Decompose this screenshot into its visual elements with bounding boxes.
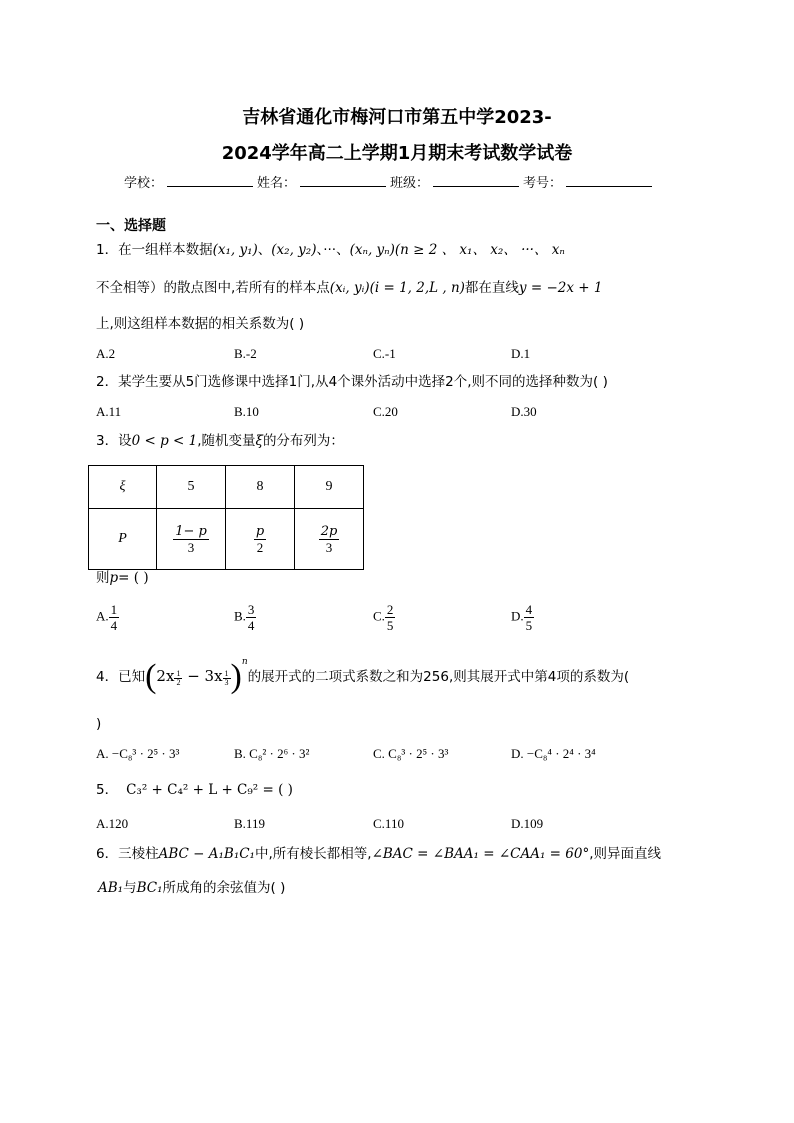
- q5-option-d[interactable]: D.109: [511, 816, 544, 831]
- left-paren: (: [145, 658, 157, 695]
- exam-number-label: 考号：: [523, 176, 563, 191]
- question-6-number: 6．: [96, 846, 119, 862]
- q4-option-b[interactable]: B. C₈² · 2⁶ · 3²: [234, 746, 310, 761]
- name-label: 姓名：: [257, 176, 297, 191]
- question-5-text: 5． C₃² + C₄² + L + C₉² = ( ): [96, 782, 293, 798]
- q2-option-c[interactable]: C.20: [373, 404, 398, 419]
- fraction: $\frac{1}{4}$: [110, 602, 118, 633]
- question-2-text: 2．某学生要从5门选修课中选择1门,从4个课外活动中选择2个,则不同的选择种数为( ): [96, 374, 608, 390]
- table-cell: 5: [157, 466, 226, 509]
- fraction: $\frac{2p}{3}$: [320, 523, 338, 555]
- table-cell: [295, 509, 364, 570]
- question-3-number: 3．: [96, 433, 119, 449]
- question-2-number: 2．: [96, 374, 119, 390]
- page-title-line-2: 2024学年高二上学期1月期末考试数学试卷: [221, 143, 573, 164]
- table-header-p: P: [89, 509, 157, 570]
- question-6-line-1: 6．三棱柱ABC − A₁B₁C₁中,所有棱长都相等,∠BAC = ∠BAA₁ = ∠CAA₁ = 60°,则异面直线: [96, 846, 661, 862]
- question-1-line-3: 上,则这组样本数据的相关系数为( ): [96, 316, 305, 332]
- table-row: [89, 466, 364, 509]
- school-blank[interactable]: [167, 174, 253, 187]
- fraction: $\frac{1- p}{3}$: [175, 523, 207, 555]
- right-paren: ): [230, 658, 242, 695]
- table-cell: 8: [226, 466, 295, 509]
- fraction: $\frac{p}{2}$: [255, 523, 265, 555]
- name-blank[interactable]: [300, 174, 386, 187]
- q3-option-a[interactable]: A. $\frac{1}{4}$: [96, 602, 118, 633]
- question-3-text: 3．设0 < p < 1,随机变量ξ的分布列为：: [96, 433, 344, 449]
- q4-option-d[interactable]: D. −C₈⁴ · 2⁴ · 3⁴: [511, 746, 596, 761]
- q3-option-c[interactable]: C. $\frac{2}{5}$: [373, 602, 394, 633]
- q5-option-c[interactable]: C.110: [373, 816, 404, 831]
- question-1-line-2: 不全相等）的散点图中,若所有的样本点(xᵢ, yᵢ)(i = 1, 2,L , n)都在直线y = −2x + 1: [96, 280, 603, 296]
- exam-number-blank[interactable]: [566, 174, 652, 187]
- question-1-line-1: 1．在一组样本数据(x₁, y₁)、(x₂, y₂)、···、(xₙ, yₙ)(n ≥ 2 、 x₁、 x₂、 ···、 xₙ: [96, 242, 565, 258]
- question-4-line-1: 4．已知(2x $^{\frac{1}{2}}$ − 3x $^{\frac{1}{3}}$ )$^n$的展开式的二项式系数之和为256,则其展开式中第4项的系数为(: [96, 656, 630, 695]
- q5-option-a[interactable]: A.120: [96, 816, 129, 831]
- table-cell: [157, 509, 226, 570]
- q2-option-d[interactable]: D.30: [511, 404, 537, 419]
- class-blank[interactable]: [433, 174, 519, 187]
- page-title-line-1: 吉林省通化市梅河口市第五中学2023-: [242, 107, 552, 128]
- q2-option-a[interactable]: A.11: [96, 404, 122, 419]
- section-heading-choice: 一、选择题: [96, 218, 166, 234]
- fraction: $\frac{2}{5}$: [386, 602, 394, 633]
- distribution-table: [88, 465, 364, 570]
- q5-option-b[interactable]: B.119: [234, 816, 265, 831]
- question-4-line-2: ): [96, 716, 102, 732]
- class-label: 班级：: [390, 176, 430, 191]
- question-5-number: 5．: [96, 782, 119, 798]
- q4-option-a[interactable]: A. −C₈³ · 2⁵ · 3³: [96, 746, 180, 761]
- table-cell: [226, 509, 295, 570]
- table-cell: 9: [295, 466, 364, 509]
- q3-option-b[interactable]: B. $\frac{3}{4}$: [234, 602, 255, 633]
- student-info-line: [124, 172, 656, 191]
- q2-option-b[interactable]: B.10: [234, 404, 259, 419]
- school-label: 学校：: [124, 176, 164, 191]
- q4-option-c[interactable]: C. C₈³ · 2⁵ · 3³: [373, 746, 449, 761]
- q1-option-d[interactable]: D.1: [511, 346, 531, 361]
- fraction: $\frac{3}{4}$: [247, 602, 255, 633]
- q1-option-b[interactable]: B.-2: [234, 346, 257, 361]
- question-3-ask: 则p= ( ): [96, 570, 149, 586]
- q1-option-a[interactable]: A.2: [96, 346, 116, 361]
- q1-option-c[interactable]: C.-1: [373, 346, 396, 361]
- question-4-number: 4．: [96, 669, 119, 685]
- table-row: [89, 509, 364, 570]
- question-6-line-2: AB₁与BC₁所成角的余弦值为( ): [98, 880, 286, 896]
- fraction: $\frac{4}{5}$: [525, 602, 533, 633]
- q3-option-d[interactable]: D. $\frac{4}{5}$: [511, 602, 533, 633]
- table-header-xi: ξ: [89, 466, 157, 509]
- question-1-number: 1．: [96, 242, 119, 258]
